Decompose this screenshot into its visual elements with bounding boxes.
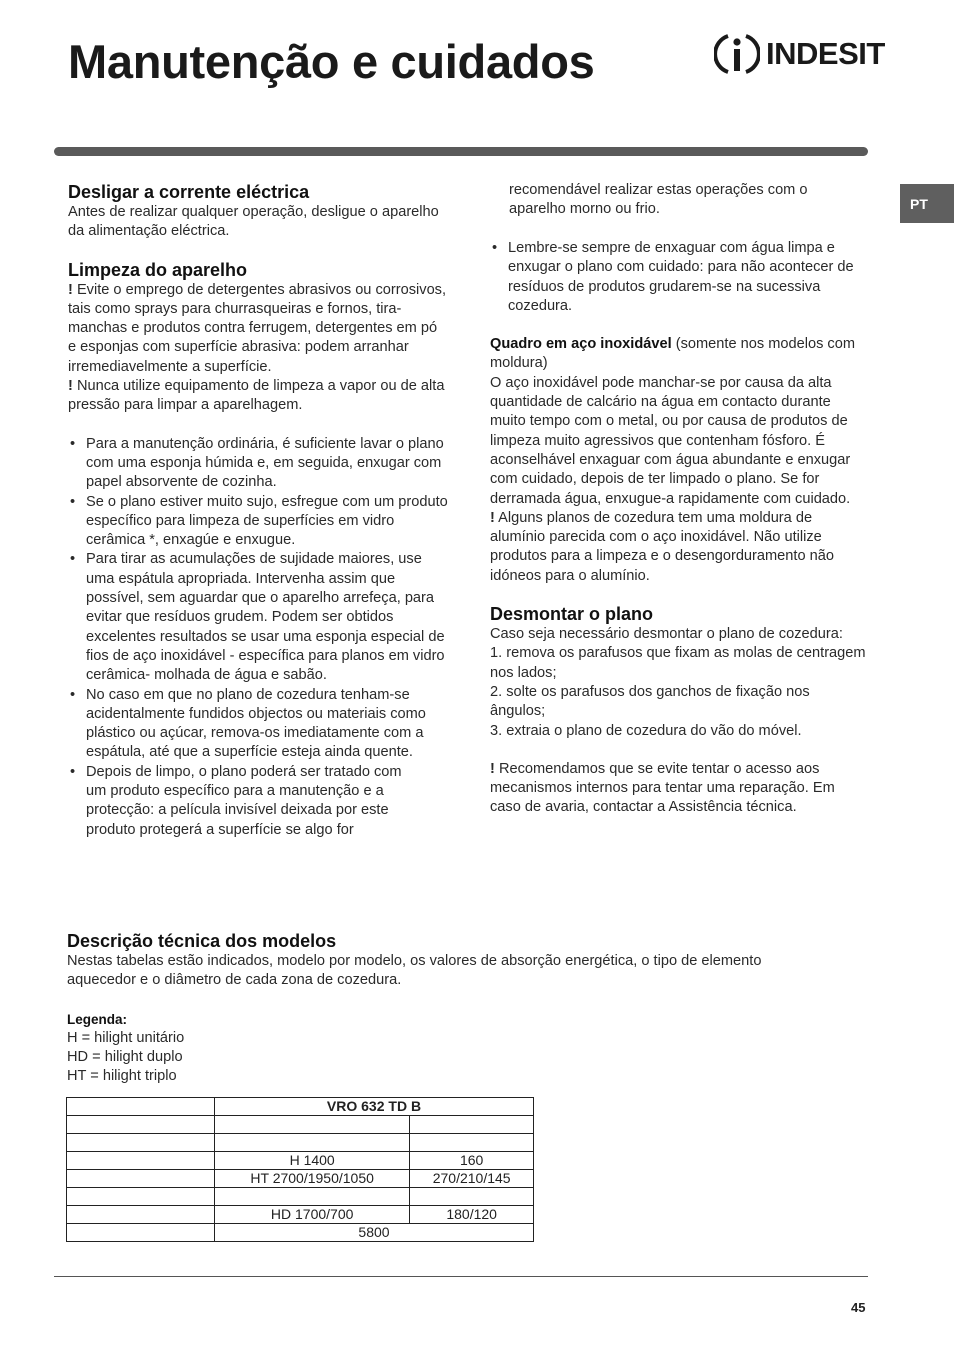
table-cell <box>215 1116 410 1134</box>
desmontar-line: Caso seja necessário desmontar o plano de cozedura: <box>490 626 843 643</box>
table-cell <box>67 1098 215 1116</box>
table-row <box>67 1152 534 1170</box>
legend-item: H = hilight unitário <box>67 1029 185 1046</box>
desmontar-warning-text: Recomendamos que se evite tentar o acesso aos mecanismos internos para tentar uma reparação. Em caso de avaria, contactar a Assistência técnica. <box>490 760 835 816</box>
table-row <box>67 1188 534 1206</box>
language-tab: PT <box>900 184 954 223</box>
table-row <box>67 1170 534 1188</box>
table-cell <box>67 1188 215 1206</box>
page-number: 45 <box>851 1300 866 1315</box>
indesit-i-icon <box>714 30 760 78</box>
quadro-heading-rest: (somente nos modelos com moldura) <box>490 336 855 372</box>
table-cell: 270/210/145 <box>410 1170 534 1188</box>
limpeza-warning-2 <box>68 377 448 416</box>
desmontar-warning <box>490 760 868 818</box>
quadro-warning-text: Alguns planos de cozedura tem uma moldura de alumínio parecida com o aço inoxidável. Não utilize produtos para a limpeza e o desengorduramento não idóneos para o alumínio. <box>490 509 834 584</box>
table-cell <box>215 1188 410 1206</box>
table-cell: 160 <box>410 1152 534 1170</box>
table-row <box>67 1224 534 1242</box>
indesit-logo <box>714 30 885 80</box>
list-item: • Lembre-se sempre de enxaguar com água limpa e enxugar o plano com cuidado: para não acontecer de resíduos de produtos grudarem-se na sucessiva cozedura. <box>490 239 868 316</box>
table-cell <box>215 1134 410 1152</box>
quadro-heading-bold: Quadro em aço inoxidável <box>490 336 672 353</box>
header-divider <box>54 147 868 156</box>
desmontar-line: 2. solte os parafusos dos ganchos de fixação nos ângulos; <box>490 683 810 720</box>
footer-divider <box>54 1276 868 1277</box>
table-cell <box>67 1134 215 1152</box>
table-cell: HD 1700/700 <box>215 1206 410 1224</box>
limpeza-warning-1 <box>68 281 448 377</box>
table-cell <box>410 1116 534 1134</box>
warning-icon: ! <box>68 281 73 298</box>
table-row <box>67 1098 534 1116</box>
legend-title: Legenda: <box>67 1011 128 1027</box>
list-item: • Para tirar as acumulações de sujidade maiores, use uma espátula apropriada. Intervenha assim que possível, sem aguardar que o aparelho arrefeça, para evitar que resíduos grudem. Podem ser obtidos excelentes resultados se usar uma esponja especial de fios de aço inoxidável - específica para planos em vidro cerâmica- molhada de água e sabão. <box>68 550 448 685</box>
list-item: • Para a manutenção ordinária, é suficiente lavar o plano com uma esponja húmida e, em seguida, enxugar com papel absorvente de cozinha. <box>68 435 448 493</box>
list-item: • No caso em que no plano de cozedura tenham-se acidentalmente fundidos objectos ou materiais como plástico ou açúcar, remova-os imediatamente com a espátula, até que a superfície esteja ainda quente. <box>68 686 448 763</box>
table-cell: H 1400 <box>215 1152 410 1170</box>
section-heading-descricao: Descrição técnica dos modelos <box>67 931 337 951</box>
total-power: 5800 <box>215 1224 534 1242</box>
table-cell <box>410 1134 534 1152</box>
limpeza-warning-1-text: Evite o emprego de detergentes abrasivos ou corrosivos, tais como sprays para churrasqueiras e fornos, tira-manchas e produtos contra ferrugem, detergentes em pó e esponjas com superfície abrasiva: podem arranhar irremediavelmente a superfície. <box>68 281 447 375</box>
table-cell: HT 2700/1950/1050 <box>215 1170 410 1188</box>
warning-icon: ! <box>68 378 73 395</box>
section-heading-limpeza: Limpeza do aparelho <box>68 259 248 280</box>
desligar-text: Antes de realizar qualquer operação, desligue o aparelho da alimentação eléctrica. <box>68 204 439 240</box>
descricao-text: Nestas tabelas estão indicados, modelo por modelo, os valores de absorção energética, o tipo de elemento aquecedor e o diâmetro de cada zona de cozedura. <box>67 953 762 989</box>
limpeza-warning-2-text: Nunca utilize equipamento de limpeza a vapor ou de alta pressão para limpar a aparelhagem. <box>68 378 445 414</box>
table-cell <box>67 1224 215 1242</box>
table-cell <box>67 1116 215 1134</box>
table-row <box>67 1116 534 1134</box>
table-row <box>67 1134 534 1152</box>
list-item-continued-text: recomendável realizar estas operações com o aparelho morno ou frio. <box>509 182 808 218</box>
quadro-heading <box>490 335 868 374</box>
table-cell <box>410 1188 534 1206</box>
descricao-section <box>67 930 827 1087</box>
page-title: Manutenção e cuidados <box>68 35 595 88</box>
warning-icon: ! <box>490 509 495 526</box>
brand-name: INDESIT <box>766 36 885 71</box>
table-cell <box>67 1170 215 1188</box>
table-cell: 180/120 <box>410 1206 534 1224</box>
legend-item: HT = hilight triplo <box>67 1068 177 1085</box>
desmontar-line: 1. remova os parafusos que fixam as molas de centragem nos lados; <box>490 645 866 681</box>
list-item: • Se o plano estiver muito sujo, esfregue com um produto específico para limpeza de superfícies em vidro cerâmica *, enxagúe e enxugue. <box>68 493 448 551</box>
section-heading-desligar: Desligar a corrente eléctrica <box>68 182 310 202</box>
warning-icon: ! <box>490 760 495 777</box>
model-header: VRO 632 TD B <box>215 1098 534 1116</box>
list-item: • Depois de limpo, o plano poderá ser tratado com um produto específico para a manutenção e a protecção: a película invisível deixada por este produto protegerá a superfície se algo for <box>68 763 416 840</box>
section-heading-desmontar: Desmontar o plano <box>490 604 654 625</box>
desmontar-line: 3. extraia o plano de cozedura do vão do móvel. <box>490 722 802 739</box>
left-column <box>68 181 448 840</box>
right-column <box>490 181 868 818</box>
quadro-warning <box>490 509 868 586</box>
table-cell <box>67 1206 215 1224</box>
spec-table <box>66 1097 534 1242</box>
list-item-continued <box>490 181 868 239</box>
table-row <box>67 1206 534 1224</box>
legend-item: HD = hilight duplo <box>67 1049 183 1066</box>
quadro-text: O aço inoxidável pode manchar-se por causa da alta quantidade de calcário na água em contacto durante muito tempo com o metal, ou por causa de produtos de limpeza muito agressivos que contenham fósforo. É aconselhável enxaguar com água abundante e enxugar com cuidado, depois de ter limpado o plano. Se for derramada água, enxugue-a rapidamente com cuidado. <box>490 374 851 507</box>
table-cell <box>67 1152 215 1170</box>
